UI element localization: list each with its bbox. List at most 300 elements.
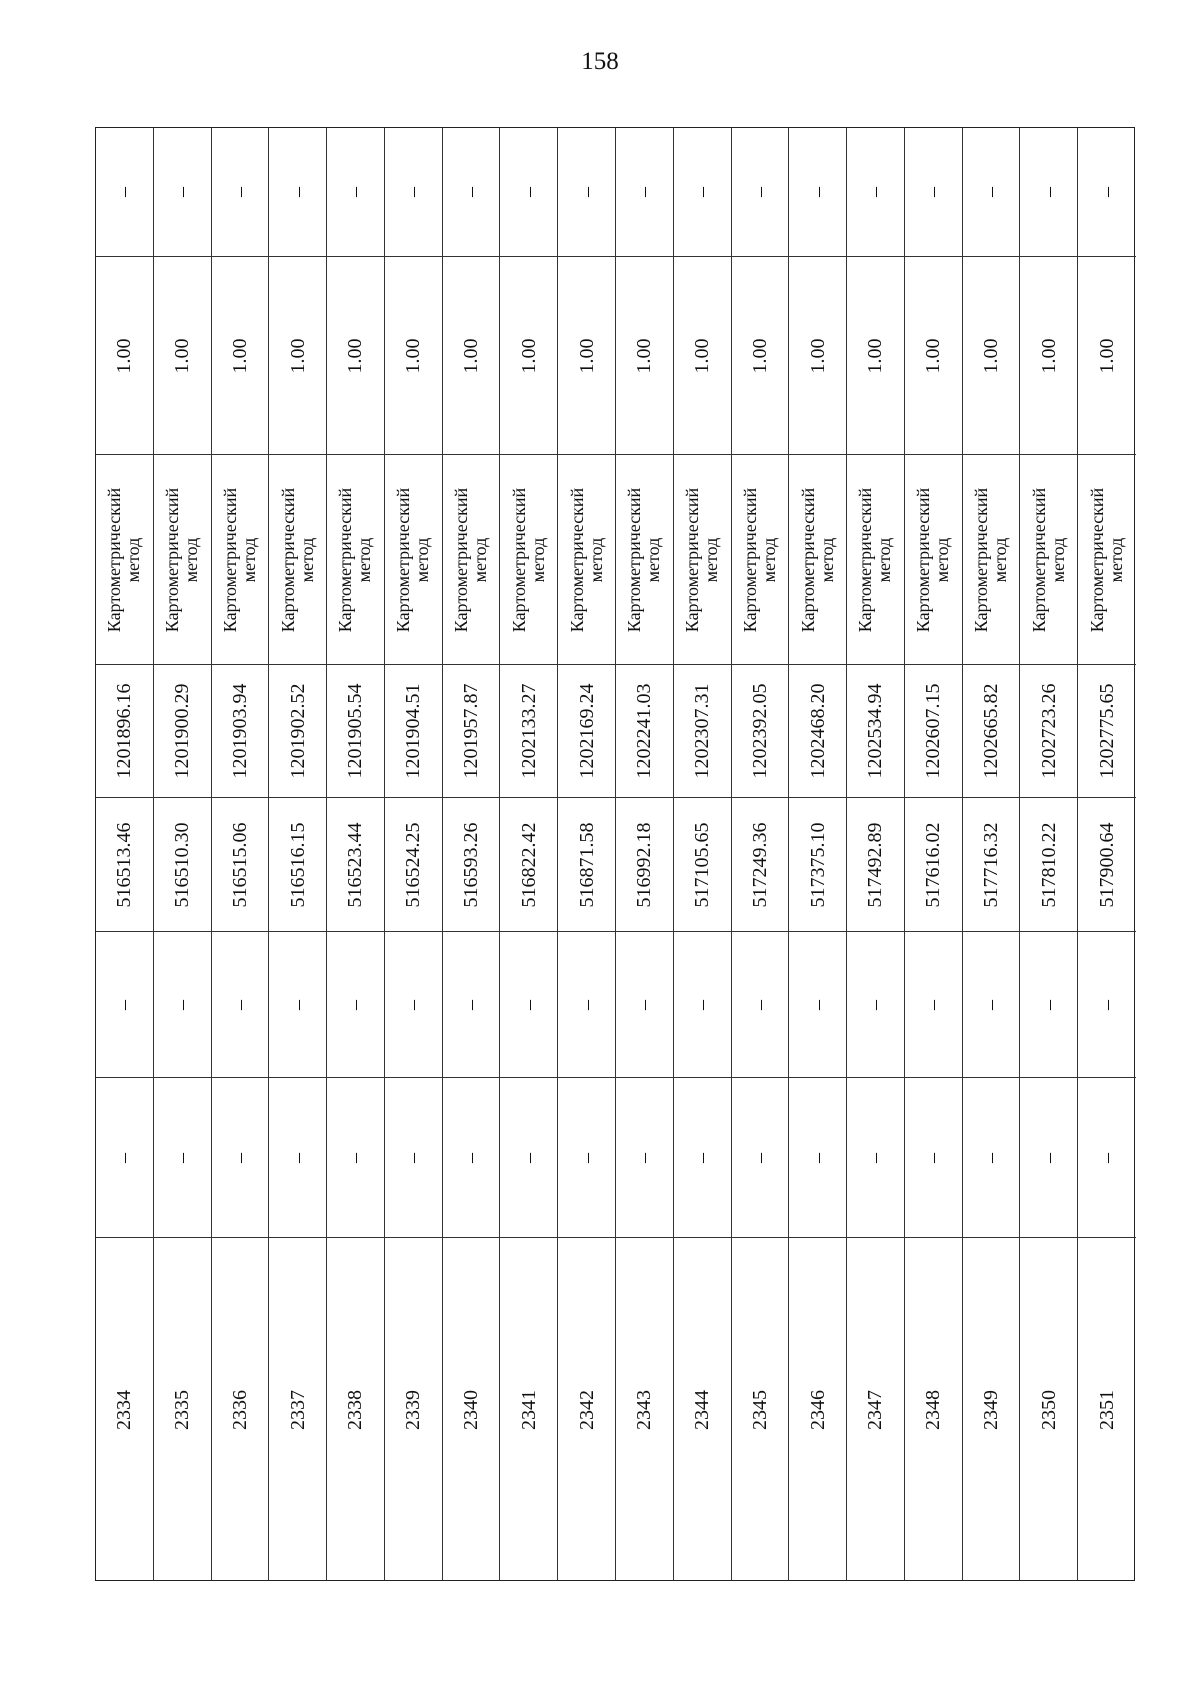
cell-blank-a (1078, 1078, 1136, 1238)
cell-x (500, 798, 557, 932)
cell-blank-a (789, 1078, 846, 1238)
method-line-1: Картометрический (162, 487, 183, 632)
method-line-1: Картометрический (508, 487, 529, 632)
blank-b-text: – (460, 999, 483, 1010)
method-text (163, 487, 201, 631)
y-text: 1202468.20 (806, 683, 829, 779)
note-text: – (1037, 187, 1060, 197)
x-text: 517492.89 (864, 822, 887, 907)
x-text: 516515.06 (228, 822, 251, 907)
table-row (269, 128, 327, 1580)
y-text: 1202307.31 (691, 683, 714, 779)
method-line-2: метод (643, 537, 664, 582)
method-line-1: Картометрический (971, 487, 992, 632)
x-text: 517616.02 (922, 822, 945, 907)
x-text: 517716.32 (980, 822, 1003, 907)
cell-blank-a (905, 1078, 962, 1238)
cell-accuracy (616, 257, 673, 455)
method-line-1: Картометрический (219, 487, 240, 632)
cell-blank-a (732, 1078, 789, 1238)
cell-blank-a (847, 1078, 904, 1238)
x-text: 517375.10 (806, 822, 829, 907)
cell-method (212, 455, 269, 665)
accuracy-text: 1.00 (344, 338, 367, 373)
cell-accuracy (674, 257, 731, 455)
cell-blank-b (443, 932, 500, 1078)
cell-y (616, 665, 673, 798)
x-text: 516593.26 (460, 822, 483, 907)
blank-b-text: – (575, 999, 598, 1010)
note-text: – (228, 187, 251, 197)
blank-a-text: – (1096, 1152, 1119, 1163)
note-text: – (402, 187, 425, 197)
accuracy-text: 1.00 (980, 338, 1003, 373)
accuracy-text: 1.00 (460, 338, 483, 373)
x-text: 516510.30 (171, 822, 194, 907)
x-text: 516524.25 (402, 822, 425, 907)
x-text: 517105.65 (691, 822, 714, 907)
cell-note (385, 128, 442, 257)
cell-blank-a (154, 1078, 211, 1238)
cell-blank-b (963, 932, 1020, 1078)
note-text: – (460, 187, 483, 197)
cell-method (732, 455, 789, 665)
cell-method (327, 455, 384, 665)
blank-b-text: – (228, 999, 251, 1010)
accuracy-text: 1.00 (806, 338, 829, 373)
id-text: 2346 (806, 1390, 829, 1430)
note-text: – (691, 187, 714, 197)
cell-x (1020, 798, 1077, 932)
y-text: 1201902.52 (286, 683, 309, 779)
y-text: 1202723.26 (1037, 683, 1060, 779)
cell-x (443, 798, 500, 932)
blank-a-text: – (980, 1152, 1003, 1163)
x-text: 516992.18 (633, 822, 656, 907)
x-text: 516523.44 (344, 822, 367, 907)
method-text (336, 487, 374, 631)
x-text: 517900.64 (1096, 822, 1119, 907)
cell-note (847, 128, 904, 257)
y-text: 1202133.27 (517, 683, 540, 779)
blank-b-text: – (1096, 999, 1119, 1010)
cell-method (1078, 455, 1136, 665)
blank-a-text: – (806, 1152, 829, 1163)
y-text: 1201957.87 (460, 683, 483, 779)
id-text: 2345 (748, 1390, 771, 1430)
method-line-2: метод (527, 537, 548, 582)
y-text: 1202169.24 (575, 683, 598, 779)
cell-note (1078, 128, 1136, 257)
cell-x (269, 798, 326, 932)
cell-y (905, 665, 962, 798)
cell-method (443, 455, 500, 665)
method-text (683, 487, 721, 631)
cell-accuracy (327, 257, 384, 455)
method-line-1: Картометрический (739, 487, 760, 632)
method-line-2: метод (470, 537, 491, 582)
method-line-2: метод (585, 537, 606, 582)
method-line-1: Картометрический (1087, 487, 1108, 632)
cell-blank-b (269, 932, 326, 1078)
cell-blank-b (154, 932, 211, 1078)
method-line-1: Картометрический (451, 487, 472, 632)
cell-note (674, 128, 731, 257)
id-text: 2349 (980, 1390, 1003, 1430)
cell-method (905, 455, 962, 665)
cell-y (963, 665, 1020, 798)
cell-accuracy (1078, 257, 1136, 455)
blank-a-text: – (113, 1152, 136, 1163)
cell-accuracy (905, 257, 962, 455)
cell-id (96, 1238, 153, 1582)
note-text: – (575, 187, 598, 197)
cell-y (327, 665, 384, 798)
cell-blank-a (558, 1078, 615, 1238)
cell-id (443, 1238, 500, 1582)
y-text: 1202607.15 (922, 683, 945, 779)
cell-accuracy (212, 257, 269, 455)
cell-id (385, 1238, 442, 1582)
cell-id (732, 1238, 789, 1582)
method-text (625, 487, 663, 631)
id-text: 2341 (517, 1390, 540, 1430)
cell-blank-b (500, 932, 557, 1078)
note-text: – (922, 187, 945, 197)
x-text: 517810.22 (1037, 822, 1060, 907)
note-text: – (517, 187, 540, 197)
cell-blank-a (674, 1078, 731, 1238)
cell-blank-b (789, 932, 846, 1078)
cell-note (212, 128, 269, 257)
blank-b-text: – (633, 999, 656, 1010)
cell-x (558, 798, 615, 932)
y-text: 1201903.94 (228, 683, 251, 779)
cell-x (847, 798, 904, 932)
blank-a-text: – (575, 1152, 598, 1163)
cell-method (1020, 455, 1077, 665)
blank-b-text: – (402, 999, 425, 1010)
cell-x (963, 798, 1020, 932)
accuracy-text: 1.00 (286, 338, 309, 373)
accuracy-text: 1.00 (864, 338, 887, 373)
table-row (385, 128, 443, 1580)
cell-method (963, 455, 1020, 665)
table-row (154, 128, 212, 1580)
blank-a-text: – (402, 1152, 425, 1163)
blank-b-text: – (1037, 999, 1060, 1010)
method-line-2: метод (296, 537, 317, 582)
method-text (279, 487, 317, 631)
cell-accuracy (789, 257, 846, 455)
blank-a-text: – (460, 1152, 483, 1163)
cell-y (212, 665, 269, 798)
note-text: – (286, 187, 309, 197)
table-row (1078, 128, 1136, 1580)
cell-x (789, 798, 846, 932)
cell-id (1020, 1238, 1077, 1582)
method-line-2: метод (1106, 537, 1127, 582)
table-row (212, 128, 270, 1580)
id-text: 2335 (171, 1390, 194, 1430)
note-text: – (633, 187, 656, 197)
method-text (972, 487, 1010, 631)
id-text: 2337 (286, 1390, 309, 1430)
method-line-2: метод (816, 537, 837, 582)
method-line-1: Картометрический (104, 487, 125, 632)
cell-y (443, 665, 500, 798)
blank-a-text: – (1037, 1152, 1060, 1163)
blank-b-text: – (344, 999, 367, 1010)
table-row (732, 128, 790, 1580)
cell-y (558, 665, 615, 798)
id-text: 2342 (575, 1390, 598, 1430)
method-text (799, 487, 837, 631)
method-line-2: метод (758, 537, 779, 582)
cell-accuracy (443, 257, 500, 455)
y-text: 1201900.29 (171, 683, 194, 779)
method-line-2: метод (412, 537, 433, 582)
method-line-1: Картометрический (624, 487, 645, 632)
cell-accuracy (847, 257, 904, 455)
cell-accuracy (500, 257, 557, 455)
accuracy-text: 1.00 (691, 338, 714, 373)
cell-x (1078, 798, 1136, 932)
cell-blank-b (558, 932, 615, 1078)
blank-a-text: – (864, 1152, 887, 1163)
cell-note (327, 128, 384, 257)
blank-b-text: – (980, 999, 1003, 1010)
method-line-1: Картометрический (1028, 487, 1049, 632)
cell-note (154, 128, 211, 257)
method-text (1088, 487, 1126, 631)
method-text (105, 487, 143, 631)
table-row (500, 128, 558, 1580)
cell-note (616, 128, 673, 257)
blank-b-text: – (806, 999, 829, 1010)
cell-x (732, 798, 789, 932)
y-text: 1202392.05 (748, 683, 771, 779)
coordinates-table (95, 127, 1135, 1581)
table-row (96, 128, 154, 1580)
cell-y (96, 665, 153, 798)
blank-a-text: – (517, 1152, 540, 1163)
blank-b-text: – (171, 999, 194, 1010)
method-text (1030, 487, 1068, 631)
cell-blank-b (212, 932, 269, 1078)
cell-y (500, 665, 557, 798)
cell-note (558, 128, 615, 257)
method-text (221, 487, 259, 631)
cell-accuracy (558, 257, 615, 455)
method-line-2: метод (932, 537, 953, 582)
cell-x (385, 798, 442, 932)
blank-b-text: – (113, 999, 136, 1010)
cell-id (558, 1238, 615, 1582)
cell-y (847, 665, 904, 798)
cell-accuracy (732, 257, 789, 455)
cell-y (385, 665, 442, 798)
note-text: – (748, 187, 771, 197)
x-text: 517249.36 (748, 822, 771, 907)
cell-blank-a (616, 1078, 673, 1238)
table-row (789, 128, 847, 1580)
table-row (327, 128, 385, 1580)
table-row (905, 128, 963, 1580)
note-text: – (113, 187, 136, 197)
cell-note (905, 128, 962, 257)
cell-note (269, 128, 326, 257)
accuracy-text: 1.00 (575, 338, 598, 373)
method-line-1: Картометрический (855, 487, 876, 632)
cell-accuracy (154, 257, 211, 455)
blank-a-text: – (922, 1152, 945, 1163)
cell-note (732, 128, 789, 257)
method-line-1: Картометрический (913, 487, 934, 632)
cell-method (154, 455, 211, 665)
x-text: 516822.42 (517, 822, 540, 907)
table-row (443, 128, 501, 1580)
id-text: 2338 (344, 1390, 367, 1430)
blank-b-text: – (748, 999, 771, 1010)
cell-id (154, 1238, 211, 1582)
method-text (568, 487, 606, 631)
table-row (616, 128, 674, 1580)
id-text: 2351 (1096, 1390, 1119, 1430)
id-text: 2347 (864, 1390, 887, 1430)
accuracy-text: 1.00 (748, 338, 771, 373)
y-text: 1202241.03 (633, 683, 656, 779)
cell-id (789, 1238, 846, 1582)
cell-y (269, 665, 326, 798)
cell-blank-a (327, 1078, 384, 1238)
method-text (394, 487, 432, 631)
cell-blank-b (732, 932, 789, 1078)
y-text: 1202534.94 (864, 683, 887, 779)
note-text: – (864, 187, 887, 197)
cell-accuracy (96, 257, 153, 455)
id-text: 2343 (633, 1390, 656, 1430)
cell-accuracy (1020, 257, 1077, 455)
blank-a-text: – (633, 1152, 656, 1163)
y-text: 1201905.54 (344, 683, 367, 779)
y-text: 1201904.51 (402, 683, 425, 779)
method-line-2: метод (181, 537, 202, 582)
blank-a-text: – (691, 1152, 714, 1163)
cell-blank-a (500, 1078, 557, 1238)
note-text: – (1096, 187, 1119, 197)
blank-a-text: – (228, 1152, 251, 1163)
cell-method (847, 455, 904, 665)
method-line-1: Картометрический (682, 487, 703, 632)
cell-blank-a (269, 1078, 326, 1238)
blank-b-text: – (517, 999, 540, 1010)
cell-method (674, 455, 731, 665)
x-text: 516513.46 (113, 822, 136, 907)
x-text: 516516.15 (286, 822, 309, 907)
table-row (847, 128, 905, 1580)
blank-b-text: – (691, 999, 714, 1010)
method-line-1: Картометрический (797, 487, 818, 632)
cell-y (732, 665, 789, 798)
accuracy-text: 1.00 (402, 338, 425, 373)
cell-accuracy (385, 257, 442, 455)
page-number: 158 (581, 48, 619, 75)
cell-id (1078, 1238, 1136, 1582)
method-line-1: Картометрический (335, 487, 356, 632)
blank-b-text: – (864, 999, 887, 1010)
cell-note (500, 128, 557, 257)
cell-x (96, 798, 153, 932)
blank-a-text: – (286, 1152, 309, 1163)
blank-b-text: – (922, 999, 945, 1010)
id-text: 2336 (228, 1390, 251, 1430)
cell-method (558, 455, 615, 665)
cell-y (1020, 665, 1077, 798)
cell-blank-a (212, 1078, 269, 1238)
cell-id (269, 1238, 326, 1582)
method-line-1: Картометрический (393, 487, 414, 632)
note-text: – (980, 187, 1003, 197)
accuracy-text: 1.00 (228, 338, 251, 373)
method-text (510, 487, 548, 631)
cell-blank-b (905, 932, 962, 1078)
method-text (914, 487, 952, 631)
id-text: 2350 (1037, 1390, 1060, 1430)
cell-y (154, 665, 211, 798)
method-line-1: Картометрический (566, 487, 587, 632)
cell-note (789, 128, 846, 257)
cell-blank-a (963, 1078, 1020, 1238)
note-text: – (344, 187, 367, 197)
cell-method (500, 455, 557, 665)
method-text (452, 487, 490, 631)
table-row (674, 128, 732, 1580)
cell-x (616, 798, 673, 932)
cell-y (1078, 665, 1136, 798)
cell-note (963, 128, 1020, 257)
table-row (1020, 128, 1078, 1580)
cell-x (905, 798, 962, 932)
cell-blank-b (327, 932, 384, 1078)
method-text (856, 487, 894, 631)
cell-blank-a (385, 1078, 442, 1238)
cell-id (500, 1238, 557, 1582)
method-line-2: метод (123, 537, 144, 582)
y-text: 1202665.82 (980, 683, 1003, 779)
cell-accuracy (963, 257, 1020, 455)
note-text: – (171, 187, 194, 197)
cell-id (847, 1238, 904, 1582)
method-line-2: метод (701, 537, 722, 582)
cell-id (616, 1238, 673, 1582)
note-text: – (806, 187, 829, 197)
method-text (741, 487, 779, 631)
cell-method (269, 455, 326, 665)
cell-id (212, 1238, 269, 1582)
blank-a-text: – (748, 1152, 771, 1163)
cell-blank-b (674, 932, 731, 1078)
cell-note (443, 128, 500, 257)
cell-blank-b (1078, 932, 1136, 1078)
cell-method (789, 455, 846, 665)
cell-blank-b (616, 932, 673, 1078)
cell-method (385, 455, 442, 665)
accuracy-text: 1.00 (1096, 338, 1119, 373)
cell-blank-a (96, 1078, 153, 1238)
method-line-1: Картометрический (277, 487, 298, 632)
cell-id (905, 1238, 962, 1582)
